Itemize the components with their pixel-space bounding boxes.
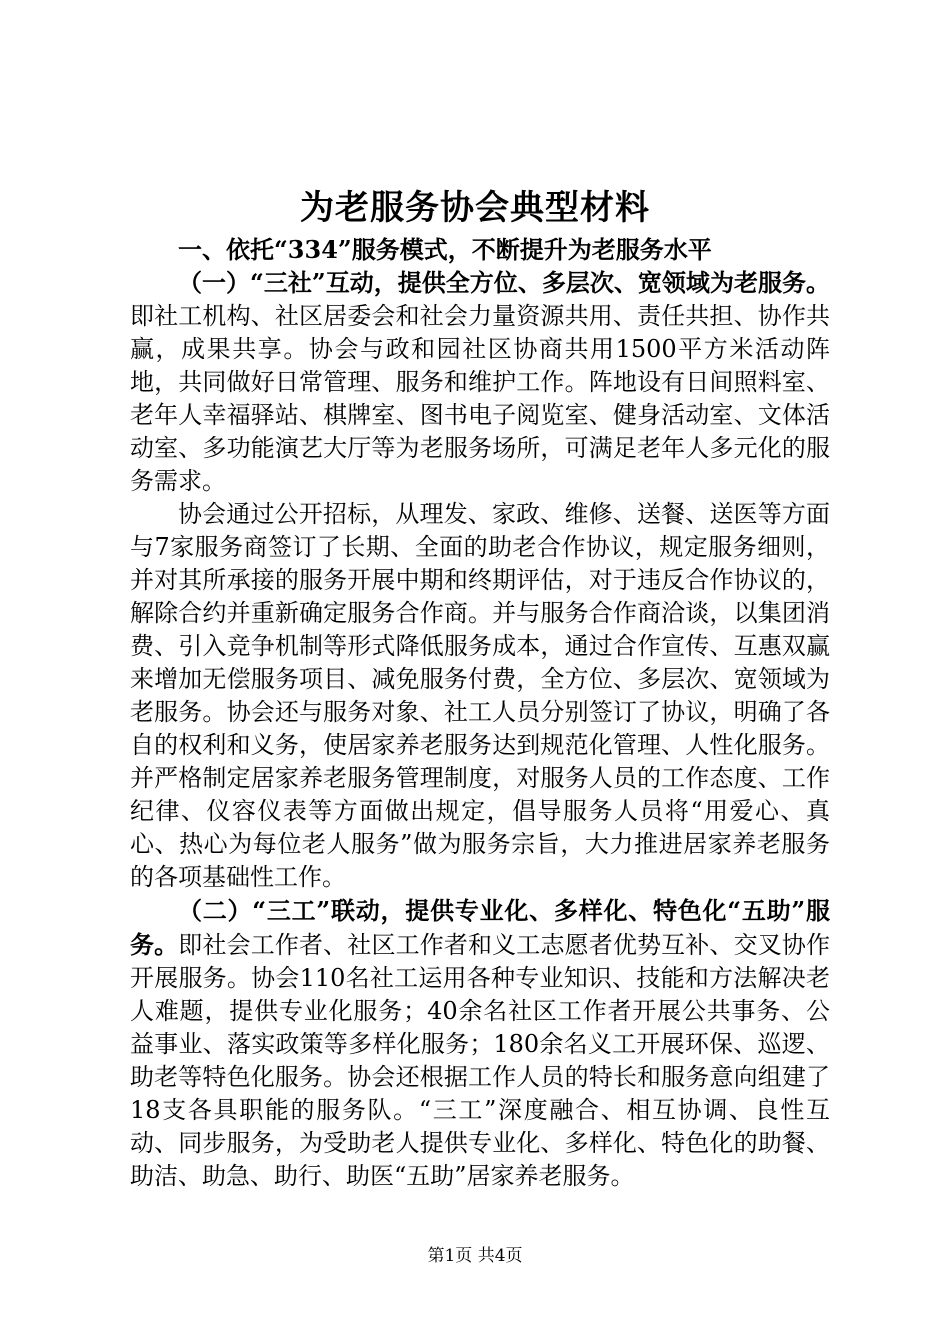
subsection-heading-1: （一）“三社”互动，提供全方位、多层次、宽领域为老服务。 [178, 268, 830, 297]
subsection-heading-2: （二）“三工”联动，提供专业化、多样化、特色化“五助”服务。 [130, 896, 830, 959]
section-heading-1: 一、依托“334”服务模式，不断提升为老服务水平 [178, 235, 712, 264]
paragraph-section-1 [130, 266, 830, 498]
subsection-body-1: 即社工机构、社区居委会和社会力量资源共用、责任共担、协作共赢，成果共享。协会与政和园社区协商共用1500平方米活动阵地，共同做好日常管理、服务和维护工作。阵地设有日间照料室、老年人幸福驿站、棋牌室、图书电子阅览室、健身活动室、文体活动室、多功能演艺大厅等为老服务场所，可满足老年人多元化的服务需求。 [130, 302, 830, 495]
page-footer: 第1页 共4页 [427, 1246, 523, 1266]
paragraph-2: 协会通过公开招标，从理发、家政、维修、送餐、送医等方面与7家服务商签订了长期、全面的助老合作协议，规定服务细则，并对其所承接的服务开展中期和终期评估，对于违反合作协议的，解除合约并重新确定服务合作商。并与服务合作商洽谈，以集团消费、引入竞争机制等形式降低服务成本，通过合作宣传、互惠双赢来增加无偿服务项目、减免服务付费，全方位、多层次、宽领域为老服务。协会还与服务对象、社工人员分别签订了协议，明确了各自的权利和义务，使居家养老服务达到规范化管理、人性化服务。并严格制定居家养老服务管理制度，对服务人员的工作态度、工作纪律、仪容仪表等方面做出规定，倡导服务人员将“用爱心、真心、热心为每位老人服务”做为服务宗旨，大力推进居家养老服务的各项基础性工作。 [130, 500, 830, 891]
document-title: 为老服务协会典型材料 [300, 188, 650, 228]
subsection-body-2: 即社会工作者、社区工作者和义工志愿者优势互补、交叉协作开展服务。协会110名社工运用各种专业知识、技能和方法解决老人难题，提供专业化服务；40余名社区工作者开展公共事务、公益事业、落实政策等多样化服务；180余名义工开展环保、巡逻、助老等特色化服务。协会还根据工作人员的特长和服务意向组建了18支各具职能的服务队。“三工”深度融合、相互协调、良性互动、同步服务，为受助老人提供专业化、多样化、特色化的助餐、助洁、助急、助行、助医“五助”居家养老服务。 [130, 931, 831, 1190]
document-body [130, 233, 830, 1193]
paragraph-section-2 [130, 894, 830, 1193]
